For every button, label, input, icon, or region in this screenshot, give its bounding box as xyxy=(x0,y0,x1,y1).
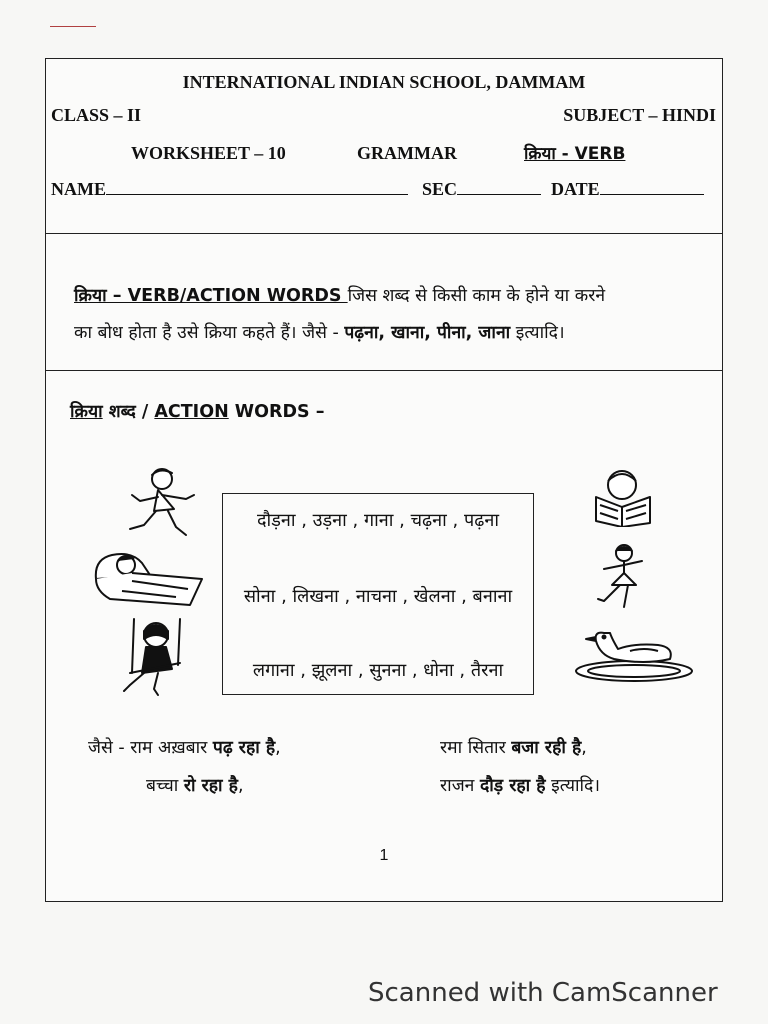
worksheet-number: WORKSHEET – 10 xyxy=(131,143,286,163)
page-number: 1 xyxy=(379,847,389,864)
scanner-watermark: Scanned with CamScanner xyxy=(368,978,718,1008)
definition-line-2 xyxy=(74,320,565,344)
example-verb: रो रहा है xyxy=(183,776,238,796)
example-verb: बजा रही है xyxy=(511,738,582,758)
heading-words: WORDS – xyxy=(228,402,325,422)
action-words-heading xyxy=(70,399,324,423)
example-text: , xyxy=(237,776,244,796)
divider xyxy=(46,233,722,234)
definition-examples: पढ़ना, खाना, पीना, जाना xyxy=(344,323,511,343)
definition-text-2: का बोध होता है उसे क्रिया कहते हैं। जैसे - xyxy=(74,323,345,343)
example-sentence-4 xyxy=(440,773,600,797)
swinging-girl-illustration xyxy=(118,617,190,697)
sec-field[interactable] xyxy=(422,178,541,200)
swimming-duck-illustration xyxy=(574,625,694,685)
word-row: दौड़ना , उड़ना , गाना , चढ़ना , पढ़ना xyxy=(257,510,499,531)
example-text: , xyxy=(581,738,587,758)
name-blank[interactable] xyxy=(106,178,408,195)
topic-label: GRAMMAR xyxy=(357,143,457,163)
example-sentence-2 xyxy=(146,773,244,797)
scan-mark xyxy=(50,26,96,27)
reading-child-illustration xyxy=(592,467,654,527)
sleeping-child-illustration xyxy=(92,545,206,609)
date-label: DATE xyxy=(551,179,600,199)
definition-line-1 xyxy=(74,283,605,307)
running-boy-illustration xyxy=(122,465,202,541)
name-field[interactable] xyxy=(51,178,408,200)
dancing-girl-illustration xyxy=(594,541,652,613)
date-blank[interactable] xyxy=(600,178,704,195)
date-field[interactable] xyxy=(551,178,704,200)
name-label: NAME xyxy=(51,179,106,199)
class-label: CLASS – II xyxy=(51,105,142,125)
action-words-box xyxy=(222,493,534,695)
sec-label: SEC xyxy=(422,179,458,199)
subject-label: SUBJECT – HINDI xyxy=(563,105,716,125)
heading-kriya: क्रिया xyxy=(70,402,103,422)
definition-text-3: इत्यादि। xyxy=(510,323,565,343)
example-text: बच्चा xyxy=(146,776,184,796)
word-row: सोना , लिखना , नाचना , खेलना , बनाना xyxy=(243,586,513,607)
example-text: राजन xyxy=(440,776,480,796)
sec-blank[interactable] xyxy=(457,178,541,195)
example-text: इत्यादि। xyxy=(545,776,600,796)
example-verb: पढ़ रहा है xyxy=(212,738,276,758)
example-verb: दौड़ रहा है xyxy=(479,776,546,796)
divider xyxy=(46,370,722,371)
worksheet-page xyxy=(45,58,723,902)
definition-term: क्रिया – VERB/ACTION WORDS xyxy=(74,286,348,306)
school-name: INTERNATIONAL INDIAN SCHOOL, DAMMAM xyxy=(182,72,586,92)
example-sentence-3 xyxy=(440,735,587,759)
example-text: रमा सितार xyxy=(440,738,512,758)
heading-shabd: शब्द / xyxy=(102,402,155,422)
word-row: लगाना , झूलना , सुनना , धोना , तैरना xyxy=(252,660,504,681)
definition-text-1: जिस शब्द से किसी काम के होने या करने xyxy=(347,286,606,306)
heading-action: ACTION xyxy=(154,402,229,422)
example-text: जैसे - राम अख़बार xyxy=(88,738,213,758)
topic-title: क्रिया - VERB xyxy=(524,144,626,164)
example-text: , xyxy=(275,738,281,758)
example-sentence-1 xyxy=(88,735,281,759)
